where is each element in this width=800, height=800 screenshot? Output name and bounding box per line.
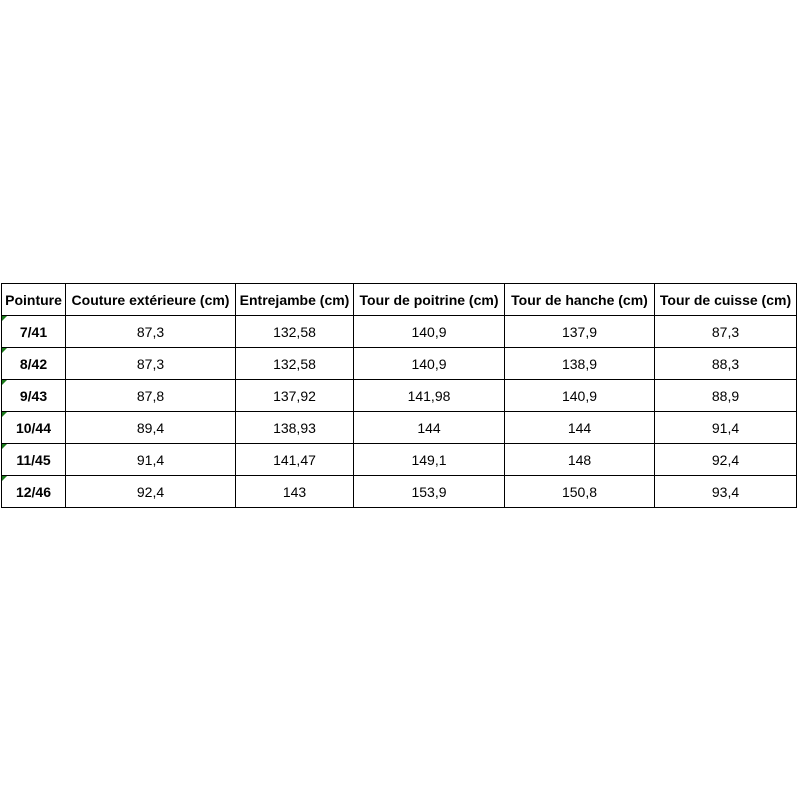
corner-marker-icon — [2, 380, 7, 385]
cell-thigh: 87,3 — [655, 316, 797, 348]
cell-inseam: 137,92 — [236, 380, 354, 412]
cell-size: 9/43 — [2, 380, 66, 412]
cell-chest: 153,9 — [354, 476, 505, 508]
table-row — [2, 412, 797, 444]
corner-marker-icon — [2, 348, 7, 353]
cell-thigh: 88,9 — [655, 380, 797, 412]
cell-inseam: 132,58 — [236, 348, 354, 380]
header-outseam: Couture extérieure (cm) — [66, 284, 236, 316]
cell-thigh: 93,4 — [655, 476, 797, 508]
corner-marker-icon — [2, 444, 7, 449]
cell-hip: 150,8 — [505, 476, 655, 508]
cell-chest: 140,9 — [354, 316, 505, 348]
corner-marker-icon — [2, 476, 7, 481]
cell-outseam: 92,4 — [66, 476, 236, 508]
cell-hip: 138,9 — [505, 348, 655, 380]
cell-size: 10/44 — [2, 412, 66, 444]
corner-marker-icon — [2, 316, 7, 321]
header-hip: Tour de hanche (cm) — [505, 284, 655, 316]
size-chart-table — [1, 283, 797, 508]
cell-chest: 144 — [354, 412, 505, 444]
header-inseam: Entrejambe (cm) — [236, 284, 354, 316]
cell-thigh: 91,4 — [655, 412, 797, 444]
table-row — [2, 444, 797, 476]
header-chest: Tour de poitrine (cm) — [354, 284, 505, 316]
corner-marker-icon — [2, 412, 7, 417]
cell-outseam: 91,4 — [66, 444, 236, 476]
table-row — [2, 316, 797, 348]
cell-chest: 140,9 — [354, 348, 505, 380]
header-thigh: Tour de cuisse (cm) — [655, 284, 797, 316]
table-row — [2, 380, 797, 412]
cell-outseam: 89,4 — [66, 412, 236, 444]
cell-chest: 149,1 — [354, 444, 505, 476]
cell-outseam: 87,3 — [66, 348, 236, 380]
table-header-row — [2, 284, 797, 316]
cell-thigh: 92,4 — [655, 444, 797, 476]
cell-size: 8/42 — [2, 348, 66, 380]
cell-inseam: 143 — [236, 476, 354, 508]
cell-size: 11/45 — [2, 444, 66, 476]
cell-hip: 148 — [505, 444, 655, 476]
table-row — [2, 476, 797, 508]
cell-outseam: 87,3 — [66, 316, 236, 348]
header-size: Pointure — [2, 284, 66, 316]
cell-size: 7/41 — [2, 316, 66, 348]
cell-outseam: 87,8 — [66, 380, 236, 412]
table-row — [2, 348, 797, 380]
cell-hip: 144 — [505, 412, 655, 444]
cell-hip: 140,9 — [505, 380, 655, 412]
cell-inseam: 141,47 — [236, 444, 354, 476]
cell-hip: 137,9 — [505, 316, 655, 348]
cell-inseam: 132,58 — [236, 316, 354, 348]
cell-size: 12/46 — [2, 476, 66, 508]
cell-thigh: 88,3 — [655, 348, 797, 380]
cell-inseam: 138,93 — [236, 412, 354, 444]
cell-chest: 141,98 — [354, 380, 505, 412]
